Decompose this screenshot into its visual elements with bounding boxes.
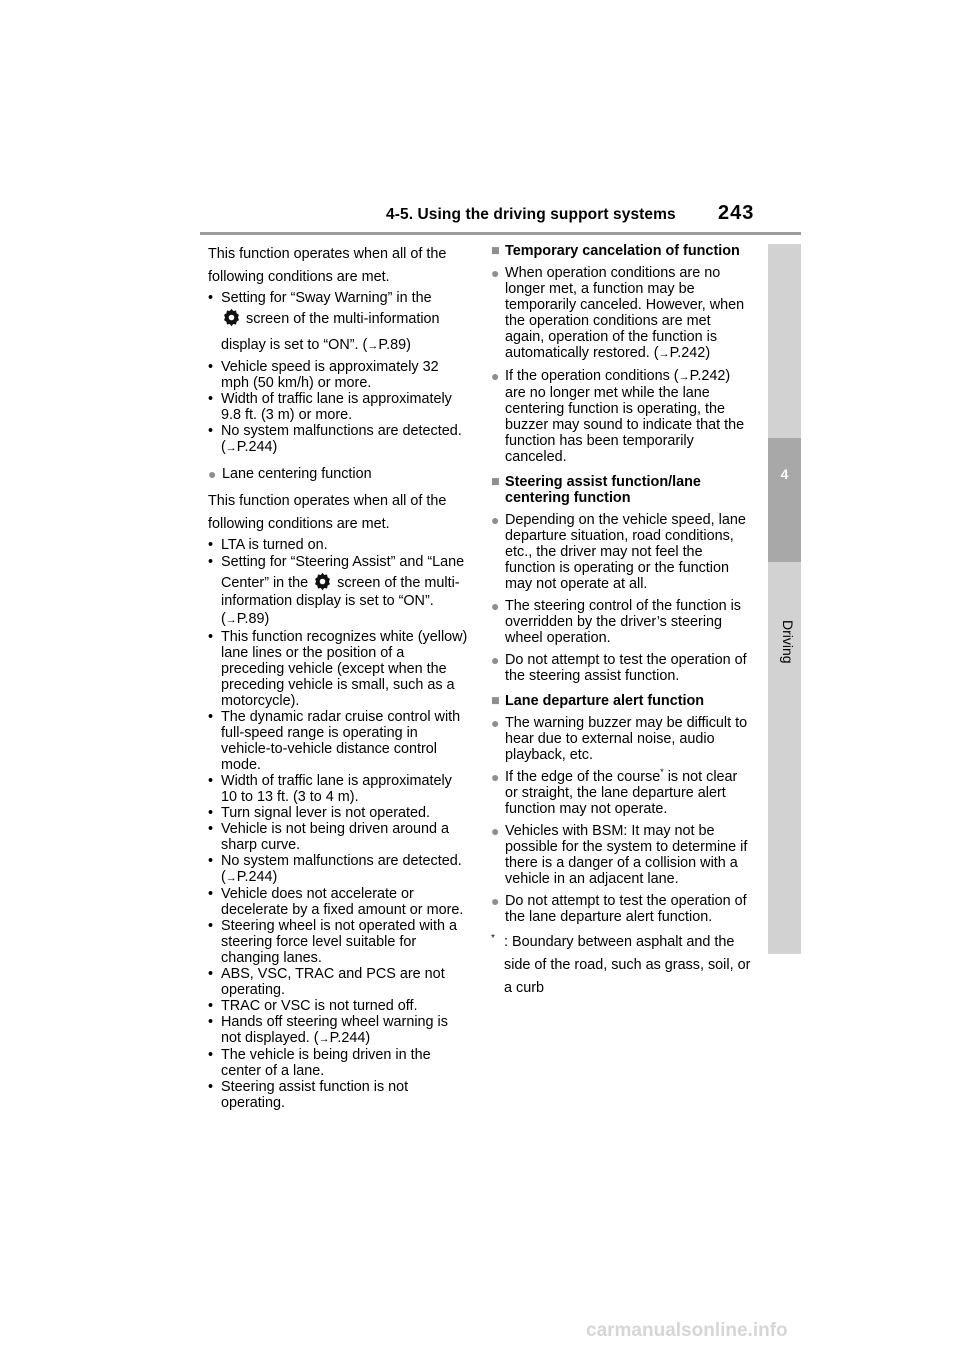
- footnote-star: *: [491, 933, 495, 944]
- circle-bullet-item: ● When operation conditions are no longer met, a function may be temporarily canceled. However, when the operation conditions are met again, operation of the function is automatically restored. (→P.242): [491, 265, 745, 361]
- header-title: 4-5. Using the driving support systems: [386, 206, 676, 223]
- circle-bullet-item: ● If the operation conditions (→P.242) are no longer met while the lane centering function is operating, the buzzer may sound to indicate that the function has been temporarily canceled.: [491, 368, 745, 465]
- list-item: • Setting for “Sway Warning” in the screen of the multi-information display is set to “ON”. (→P.89): [208, 290, 440, 353]
- list-item: • Width of traffic lane is approximately 10 to 13 ft. (3 to 4 m).: [208, 773, 452, 805]
- left-column: [208, 243, 470, 1111]
- circle-bullet-item: ● Vehicles with BSM: It may not be possible for the system to determine if there is a danger of a collision with a vehicle in an adjacent lane.: [491, 823, 748, 887]
- gear-icon: [221, 307, 242, 328]
- list-item: • The vehicle is being driven in the center of a lane.: [208, 1047, 431, 1079]
- intro-paragraph: This function operates when all of the following conditions are met.: [208, 246, 447, 285]
- list-item: • Setting for “Steering Assist” and “Lane Center” in the screen of the multi-information display is set to “ON”. (→P.89): [208, 554, 465, 627]
- list-item: • Steering wheel is not operated with a steering force level suitable for changing lanes.: [208, 918, 457, 966]
- bullet-circle-icon: ●: [491, 368, 500, 384]
- list-item: • ABS, VSC, TRAC and PCS are not operating.: [208, 966, 445, 998]
- bullet-circle-icon: ●: [491, 715, 500, 731]
- square-bullet-icon: ■: [491, 693, 500, 709]
- list-item: • Vehicle is not being driven around a sharp curve.: [208, 821, 450, 853]
- list-item: • Vehicle speed is approximately 32 mph (50 km/h) or more.: [208, 359, 439, 391]
- arrow-right-icon: →: [225, 614, 237, 626]
- circle-bullet-item: ● The warning buzzer may be difficult to hear due to external noise, audio playback, etc.: [491, 715, 748, 763]
- list-item: • No system malfunctions are detected. (→P.244): [208, 423, 462, 455]
- square-bullet-icon: ■: [491, 243, 500, 259]
- side-tab: [768, 244, 801, 954]
- arrow-right-icon: →: [318, 1033, 330, 1045]
- bullet-circle-icon: ●: [491, 598, 500, 614]
- list-item: • Turn signal lever is not operated.: [208, 805, 431, 821]
- square-bullet-icon: ■: [491, 474, 500, 490]
- circle-bullet-item: ● Depending on the vehicle speed, lane departure situation, road conditions, etc., the driver may not feel the function is operating or the function may not operate at all.: [491, 512, 746, 592]
- bullet-circle-icon: ●: [491, 265, 500, 281]
- arrow-right-icon: →: [225, 442, 237, 454]
- intro-paragraph: This function operates when all of the following conditions are met.: [208, 493, 447, 532]
- section-heading: ■ Steering assist function/lane centering function: [491, 474, 701, 506]
- chapter-box: [768, 438, 801, 562]
- section-heading: ■ Lane departure alert function: [491, 693, 705, 709]
- bullet-circle-icon: ●: [208, 466, 217, 482]
- circle-bullet-item: ● Lane centering function: [208, 466, 372, 482]
- bullet-circle-icon: ●: [491, 769, 500, 785]
- circle-bullet-item: ● Do not attempt to test the operation of the steering assist function.: [491, 652, 747, 684]
- list-item: • LTA is turned on.: [208, 537, 328, 553]
- bullet-circle-icon: ●: [491, 512, 500, 528]
- circle-bullet-item: ● The steering control of the function is overridden by the driver’s steering wheel operation.: [491, 598, 741, 646]
- arrow-right-icon: →: [367, 340, 379, 352]
- footnote: * : Boundary between asphalt and the side of the road, such as grass, soil, or a curb: [491, 931, 753, 1000]
- chapter-number: 4: [780, 466, 789, 482]
- chapter-label: Driving: [780, 620, 796, 664]
- list-item: • Vehicle does not accelerate or decelerate by a fixed amount or more.: [208, 886, 464, 918]
- circle-bullet-item: ● If the edge of the course* is not clear or straight, the lane departure alert function may not operate.: [491, 767, 738, 817]
- list-item: • No system malfunctions are detected. (→P.244): [208, 853, 462, 885]
- list-item: • This function recognizes white (yellow) lane lines or the position of a preceding vehicle (except when the preceding vehicle is small, such as a motorcycle).: [208, 629, 468, 709]
- page-number: 243: [718, 202, 755, 224]
- bullet-circle-icon: ●: [491, 823, 500, 839]
- bullet-circle-icon: ●: [491, 652, 500, 668]
- list-item: • Hands off steering wheel warning is not displayed. (→P.244): [208, 1014, 448, 1046]
- bullet-circle-icon: ●: [491, 893, 500, 909]
- header-rule: [200, 232, 801, 235]
- arrow-right-icon: →: [678, 371, 690, 383]
- list-item: • TRAC or VSC is not turned off.: [208, 998, 418, 1014]
- section-heading: ■ Temporary cancelation of function: [491, 243, 740, 259]
- arrow-right-icon: →: [658, 348, 670, 360]
- list-item: • Steering assist function is not operating.: [208, 1079, 409, 1111]
- watermark: carmanualsonline.info: [586, 1320, 788, 1341]
- list-item: • The dynamic radar cruise control with full-speed range is operating in vehicle-to-vehicle distance control mode.: [208, 709, 461, 773]
- gear-icon: [312, 571, 333, 592]
- list-item: • Width of traffic lane is approximately 9.8 ft. (3 m) or more.: [208, 391, 452, 423]
- arrow-right-icon: →: [225, 872, 237, 884]
- circle-bullet-item: ● Do not attempt to test the operation of the lane departure alert function.: [491, 893, 747, 925]
- footnote-marker: *: [660, 767, 664, 778]
- right-column: [491, 243, 753, 1000]
